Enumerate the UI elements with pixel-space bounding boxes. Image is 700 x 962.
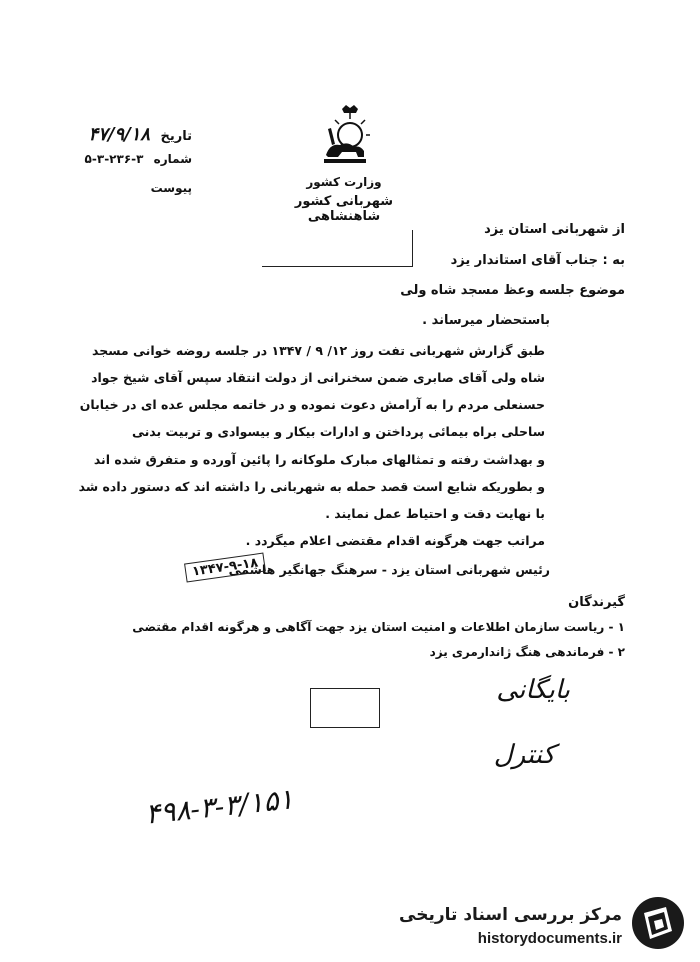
body-line-6: و بطوریکه شایع است قصد حمله به شهربانی را داشته اند که دستور داده شد bbox=[78, 479, 545, 494]
attachment-label: پیوست bbox=[150, 181, 192, 195]
closing-line: مراتب جهت هرگونه اقدام مقتضی اعلام میگردد . bbox=[245, 533, 545, 548]
recipient-1: ۱ - ریاست سازمان اطلاعات و امنیت استان یزد جهت آگاهی و هرگونه اقدام مقتضی bbox=[132, 620, 625, 634]
date-row bbox=[88, 124, 192, 145]
recipient-2: ۲ - فرماندهی هنگ ژاندارمری یزد bbox=[429, 645, 625, 659]
signature-line: رئیس شهربانی استان یزد - سرهنگ جهانگیر هاشمی bbox=[228, 562, 550, 577]
number-row bbox=[85, 152, 192, 166]
body-line-4: ساحلی براه بیمائی پرداختن و ادارات بیکار و بیسوادی و تربیت بدنی bbox=[131, 424, 545, 439]
date-label: تاریخ bbox=[160, 129, 192, 144]
date-stamp bbox=[184, 553, 266, 583]
number-label: شماره bbox=[153, 152, 192, 166]
reception-box bbox=[262, 230, 413, 267]
date-value: ۴۷/۹/۱۸ bbox=[88, 124, 150, 145]
date-stamp-text: ۱۳۴۷-۹-۱۸ bbox=[191, 555, 260, 580]
ministry-title: وزارت کشور bbox=[306, 175, 382, 189]
municipality-title: شهربانی کشور شاهنشاهی bbox=[294, 194, 394, 224]
recipients-label: گیرندگان bbox=[568, 595, 625, 610]
handwritten-archive-note: بایگانی bbox=[496, 675, 570, 705]
subject-line: موضوع جلسه وعظ مسجد شاه ولی bbox=[400, 283, 625, 298]
salutation-line: باستحضار میرساند . bbox=[422, 313, 550, 328]
to-line: به : جناب آقای استاندار یزد bbox=[450, 253, 625, 268]
history-documents-logo-icon bbox=[630, 895, 686, 951]
number-value: ۳-۲۳۶-۳-۵ bbox=[84, 152, 144, 166]
watermark-url: historydocuments.ir bbox=[477, 930, 622, 947]
body-line-7: با نهایت دقت و احتیاط عمل نمایند . bbox=[325, 506, 545, 521]
handwritten-file-number: ۴۹۸-۳-۳/۱۵۱ bbox=[143, 782, 295, 831]
body-line-3: حسنعلی مردم را به آرامش دعوت نموده و در خاتمه مجلس عده ای در خیابان bbox=[79, 397, 545, 412]
body-line-1: طبق گزارش شهربانی تفت روز ۱۲/ ۹ / ۱۳۴۷ در جلسه روضه خوانی مسجد bbox=[91, 343, 545, 358]
filing-box bbox=[310, 688, 380, 728]
body-line-5: و بهداشت رفته و تمثالهای مبارک ملوکانه را پائین آورده و متفرق شده اند bbox=[93, 452, 545, 467]
lion-and-sun-emblem-icon bbox=[320, 105, 370, 167]
body-line-2: شاه ولی آقای صابری ضمن سخنرانی از دولت انتقاد سپس آقای شیخ جواد bbox=[91, 370, 545, 385]
watermark-name: مرکز بررسی اسناد تاریخی bbox=[399, 905, 622, 925]
from-line: از شهربانی استان یزد bbox=[484, 222, 625, 237]
handwritten-control-note: کنترل bbox=[493, 740, 555, 770]
